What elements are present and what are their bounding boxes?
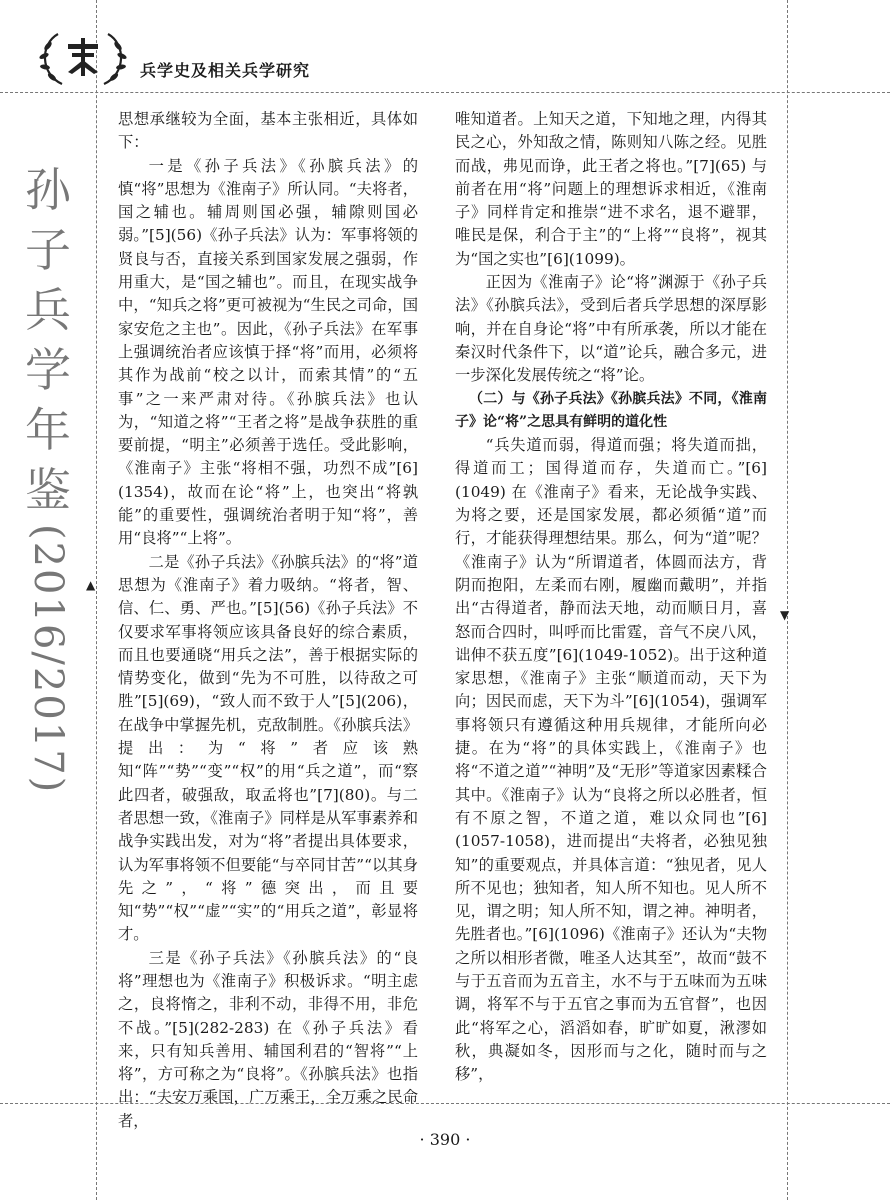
side-title-chars	[25, 160, 71, 520]
paragraph: 三是《孙子兵法》《孙膑兵法》的“良将”理想也为《淮南子》积极诉求。“明主虑之，良将惰之，非利不动，非得不用，非危不战。”[5](282-283) 在《孙子兵法》看来，只有知兵善用、辅国利君的“智将”“上将”，方可称之为“良将”。《孙膑兵法》也指出：“夫安万乘国，广万乘王，全万乘之民命者，	[118, 948, 418, 1130]
side-title	[18, 160, 78, 794]
side-title-char: 子	[25, 223, 71, 277]
paragraph: 思想承继较为全面，基本主张相近，具体如下：	[118, 110, 418, 152]
left-column	[118, 108, 418, 1133]
paragraph: 唯知道者。上知天之道，下知地之理，内得其民之心，外知敌之情，陈则知八陈之经。见胜而战，弗见而诤，此王者之将也。”[7](65) 与前者在用“将”问题上的理想诉求相近，《淮南子》同样肯定和推崇“进不求名，退不避罪，唯民是保，利合于主”的“上将”“良将”，视其为“国之实也”[6](1099)。	[455, 110, 767, 268]
right-margin-rule	[787, 0, 788, 1200]
side-title-char: 年	[25, 403, 71, 457]
side-title-char: 孙	[25, 163, 71, 217]
section-heading: （二）与《孙子兵法》《孙膑兵法》不同，《淮南子》论“将”之思具有鲜明的道化性	[455, 390, 767, 430]
left-margin-rule	[96, 0, 97, 1200]
paragraph: 二是《孙子兵法》《孙膑兵法》的“将”道思想为《淮南子》着力吸纳。“将者，智、信、仁、勇、严也。”[5](56)《孙子兵法》不仅要求军事将领应该具备良好的综合素质，而且也要通晓“用兵之法”，善于根据实际的情势变化，做到“先为不可胜，以待敌之可胜”[5](69)，“致人而不致于人”[5](206)，在战争中掌握先机，克敌制胜。《孙膑兵法》提出：为“将”者应该熟知“阵”“势”“变”“权”的用“兵之道”，而“察此四者，破强敌，取孟将也”[7](80)。与二者思想一致，《淮南子》同样是从军事素养和战争实践出发，对为“将”者提出具体要求，认为军事将领不但要能“与卒同甘苦”“以其身先之”，“将”德突出，而且要知“势”“权”“虚”“实”的“用兵之道”，彰显将才。	[118, 552, 418, 944]
side-title-char: 兵	[25, 283, 71, 337]
page-number: · 390 ·	[419, 1130, 471, 1149]
paragraph: 正因为《淮南子》论“将”渊源于《孙子兵法》《孙膑兵法》，受到后者兵学思想的深厚影响，并在自身论“将”中有所承袭，所以才能在秦汉时代条件下，以“道”论兵，融合多元，进一步深化发展传统之“将”论。	[455, 273, 767, 385]
right-column	[455, 108, 767, 1086]
triangle-down-icon: ▼	[780, 608, 790, 622]
paragraph: “兵失道而弱，得道而强；将失道而拙，得道而工；国得道而存，失道而亡。”[6](1049) 在《淮南子》看来，无论战争实践、为将之要，还是国家发展，都必须循“道”而行，才能获得理想结果。那么，何为“道”呢？《淮南子》认为“所谓道者，体圆而法方，背阴而抱阳，左柔而右刚，履幽而戴明”，并指出“古得道者，静而法天地，动而顺日月，喜怒而合四时，叫呼而比雷霆，音气不戾八风，诎伸不获五度”[6](1049-1052)。出于这种道家思想，《淮南子》主张“顺道而动，天下为向；因民而虑，天下为斗”[6](1054)，强调军事将领只有遵循这种用兵规律，才能所向必捷。在为“将”的具体实践上，《淮南子》也将“不道之道”“神明”及“无形”等道家因素糅合其中。《淮南子》认为“良将之所以必胜者，恒有不原之智，不道之道，难以众同也”[6](1057-1058)，进而提出“夫将者，必独见独知”的重要观点，并具体言道：“独见者，见人所不见也；独知者，知人所不知也。见人所不见，谓之明；知人所不知，谓之神。神明者，先胜者也。”[6](1096)《淮南子》还认为“夫物之所以相形者微，唯圣人达其至”，故而“鼓不与于五音而为五音主，水不与于五味而为五味调，将军不与于五官之事而为五官督”，也因此“将军之心，滔滔如春，旷旷如夏，湫漻如秋，典凝如冬，因形而与之化，随时而与之移”，	[455, 436, 767, 1084]
triangle-up-icon: ▲	[86, 578, 96, 592]
running-header: 兵学史及相关兵学研究	[140, 61, 311, 80]
laurel-wreath-logo-icon	[28, 22, 138, 92]
side-title-year: (2016/2017)	[25, 524, 71, 795]
paragraph: 一是《孙子兵法》《孙膑兵法》的慎“将”思想为《淮南子》所认同。“夫将者，国之辅也。辅周则国必强，辅隙则国必弱。”[5](56)《孙子兵法》认为：军事将领的贤良与否，直接关系到国家发展之强弱，作用重大，是“国之辅也”。而且，在现实战争中，“知兵之将”更可被视为“生民之司命，国家安危之主也”。因此，《孙子兵法》在军事上强调统治者应该慎于择“将”而用，必须将其作为战前“校之以计，而索其情”的“五事”之一来严肃对待。《孙膑兵法》也认为，“知道之将”“王者之将”是战争获胜的重要前提，“明主”必须善于选任。受此影响，《淮南子》主张“将相不强，功烈不成”[6](1354)，故而在论“将”上，也突出“将孰能”的重要性，强调统治者明于知“将”，善用“良将”“上将”。	[118, 156, 418, 548]
header-rule	[0, 92, 890, 93]
side-title-char: 学	[25, 343, 71, 397]
side-title-char: 鉴	[25, 463, 71, 517]
